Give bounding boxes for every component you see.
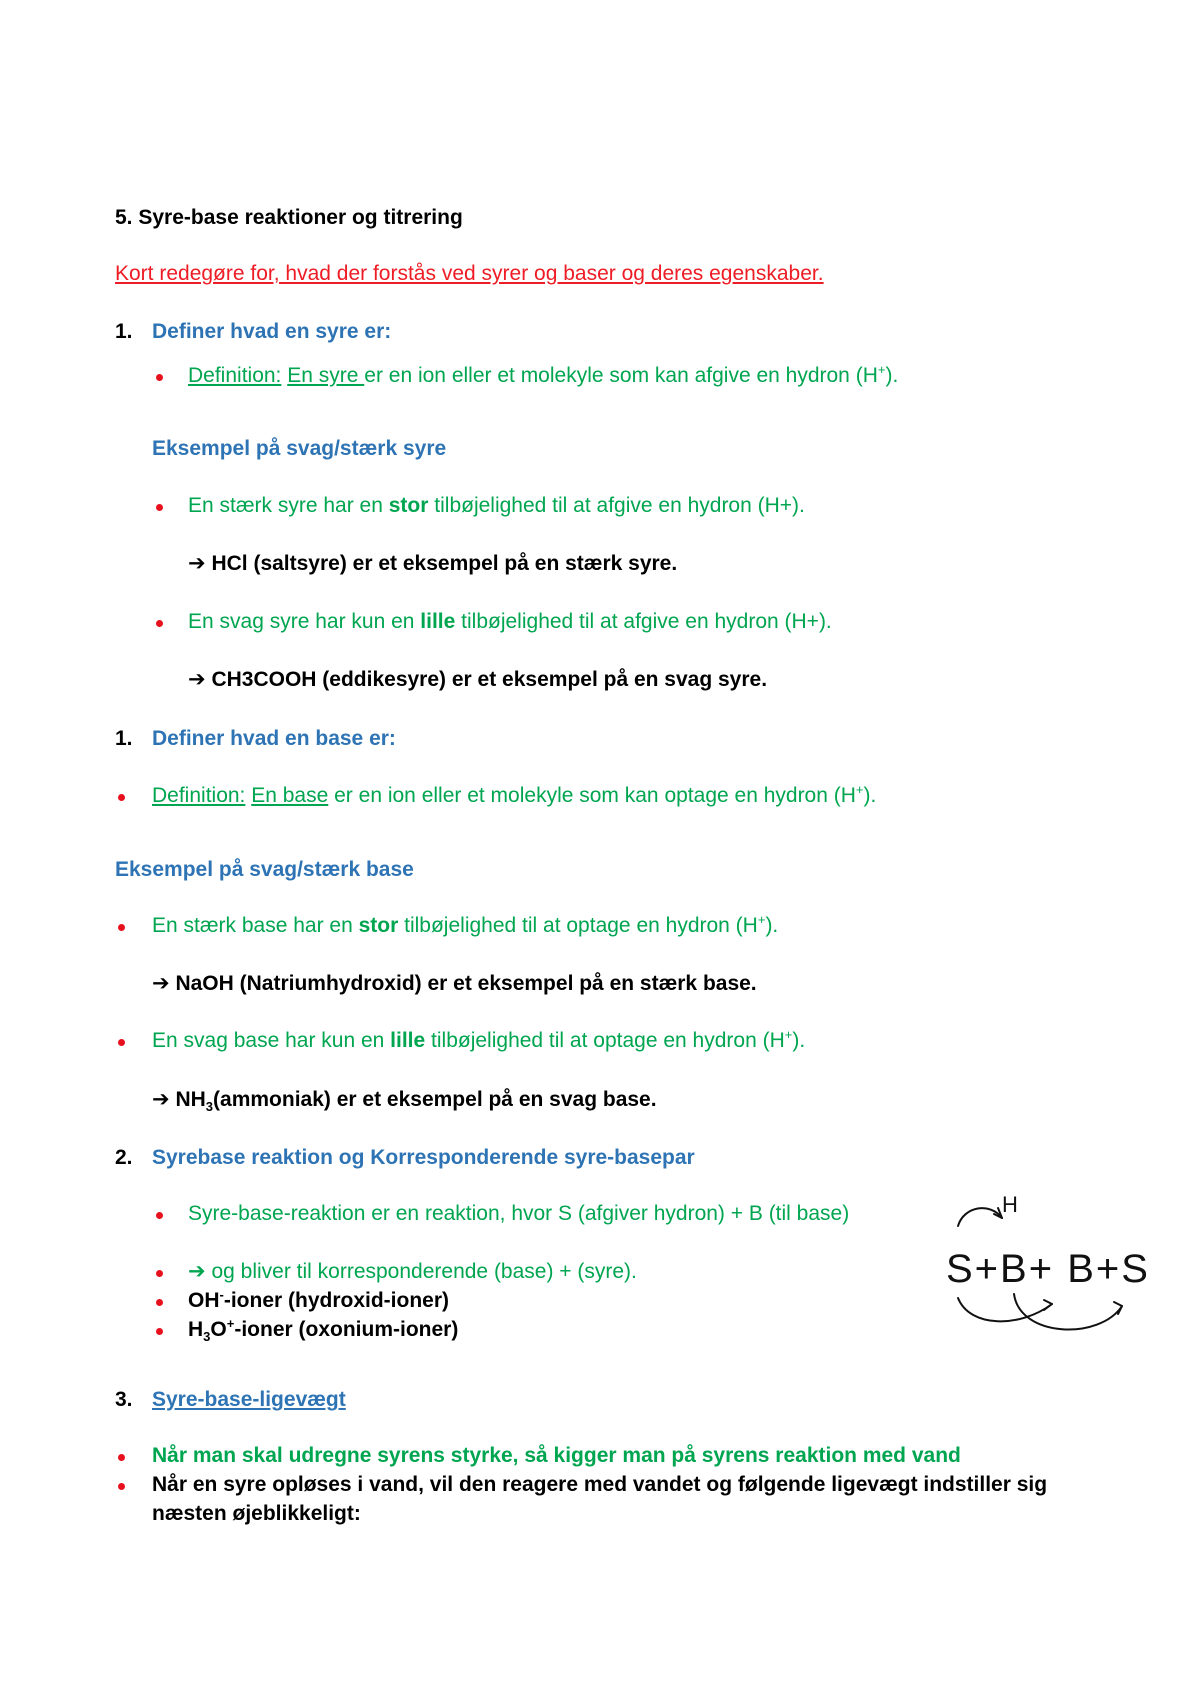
reaction-item-3: OH--ioner (hydroxid-ioner) — [188, 1287, 450, 1312]
bullet-icon — [118, 924, 125, 931]
strong-base-text: En stærk base har en stor tilbøjelighed til at optage en hydron (H+). — [152, 912, 779, 937]
arrow-right-icon: ➔ — [188, 668, 206, 691]
page-title: 5. Syre-base reaktioner og titrering — [115, 206, 463, 229]
bullet-icon — [156, 1270, 163, 1277]
section-heading-acid: Definer hvad en syre er: — [152, 320, 392, 343]
base-definition: Definition: En base er en ion eller et molekyle som kan optage en hydron (H+). — [152, 782, 877, 807]
weak-acid-example: ➔ CH3COOH (eddikesyre) er et eksempel på en svag syre. — [188, 668, 768, 691]
bullet-icon — [156, 374, 163, 381]
strong-acid-text: En stærk syre har en stor tilbøjelighed til at afgive en hydron (H+). — [188, 494, 805, 517]
strong-acid-example: ➔ HCl (saltsyre) er et eksempel på en stærk syre. — [188, 552, 678, 575]
arrow-right-icon: ➔ — [152, 972, 170, 995]
arrow-right-icon: ➔ — [152, 1088, 170, 1111]
bullet-icon — [118, 1483, 125, 1490]
section-heading-base: Definer hvad en base er: — [152, 727, 396, 750]
list-number: 2. — [115, 1146, 133, 1169]
equilibrium-item-1: Når man skal udregne syrens styrke, så kigger man på syrens reaktion med vand — [152, 1444, 961, 1467]
list-number: 1. — [115, 320, 133, 343]
reaction-item-2: ➔ og bliver til korresponderende (base) + (syre). — [188, 1260, 637, 1283]
equilibrium-item-2: Når en syre opløses i vand, vil den reagere med vandet og følgende ligevægt indstiller sig — [152, 1473, 1048, 1496]
arrow-right-icon: ➔ — [188, 1260, 206, 1283]
bullet-icon — [156, 504, 163, 511]
reaction-item-1: Syre-base-reaktion er en reaktion, hvor S (afgiver hydron) + B (til base) — [188, 1202, 850, 1225]
strong-base-example: ➔ NaOH (Natriumhydroxid) er et eksempel på en stærk base. — [152, 972, 757, 995]
reaction-item-4: $H_3O^+$-ioner (oxonium-ioner) — [188, 1316, 459, 1345]
handwritten-reaction-sketch — [940, 1188, 1170, 1348]
weak-acid-text: En svag syre har kun en lille tilbøjelighed til at afgive en hydron (H+). — [188, 610, 832, 633]
section-heading-equilibrium: Syre-base-ligevægt — [152, 1388, 346, 1411]
equilibrium-item-2-cont: næsten øjeblikkeligt: — [152, 1502, 361, 1525]
weak-base-text: En svag base har kun en lille tilbøjelighed til at optage en hydron (H+). — [152, 1027, 806, 1052]
acid-example-heading: Eksempel på svag/stærk syre — [152, 437, 447, 460]
list-number: 1. — [115, 727, 133, 750]
sketch-hydron-label: H — [1002, 1192, 1018, 1217]
bullet-icon — [118, 1039, 125, 1046]
section-heading-reaction: Syrebase reaktion og Korresponderende syre-basepar — [152, 1146, 695, 1169]
task-description: Kort redegøre for, hvad der forstås ved syrer og baser og deres egenskaber. — [115, 262, 824, 285]
sketch-equation: S+B+ B+S — [946, 1247, 1150, 1291]
list-number: 3. — [115, 1388, 133, 1411]
bullet-icon — [156, 1328, 163, 1335]
bullet-icon — [118, 794, 125, 801]
bullet-icon — [156, 620, 163, 627]
arrow-right-icon: ➔ — [188, 552, 206, 575]
acid-definition: Definition: En syre er en ion eller et molekyle som kan afgive en hydron (H+). — [188, 362, 899, 387]
weak-base-example: ➔ $NH_3(ammoniak)$ er et eksempel på en svag base. — [152, 1088, 657, 1115]
bullet-icon — [118, 1454, 125, 1461]
bullet-icon — [156, 1299, 163, 1306]
bullet-icon — [156, 1212, 163, 1219]
base-example-heading: Eksempel på svag/stærk base — [115, 858, 414, 881]
